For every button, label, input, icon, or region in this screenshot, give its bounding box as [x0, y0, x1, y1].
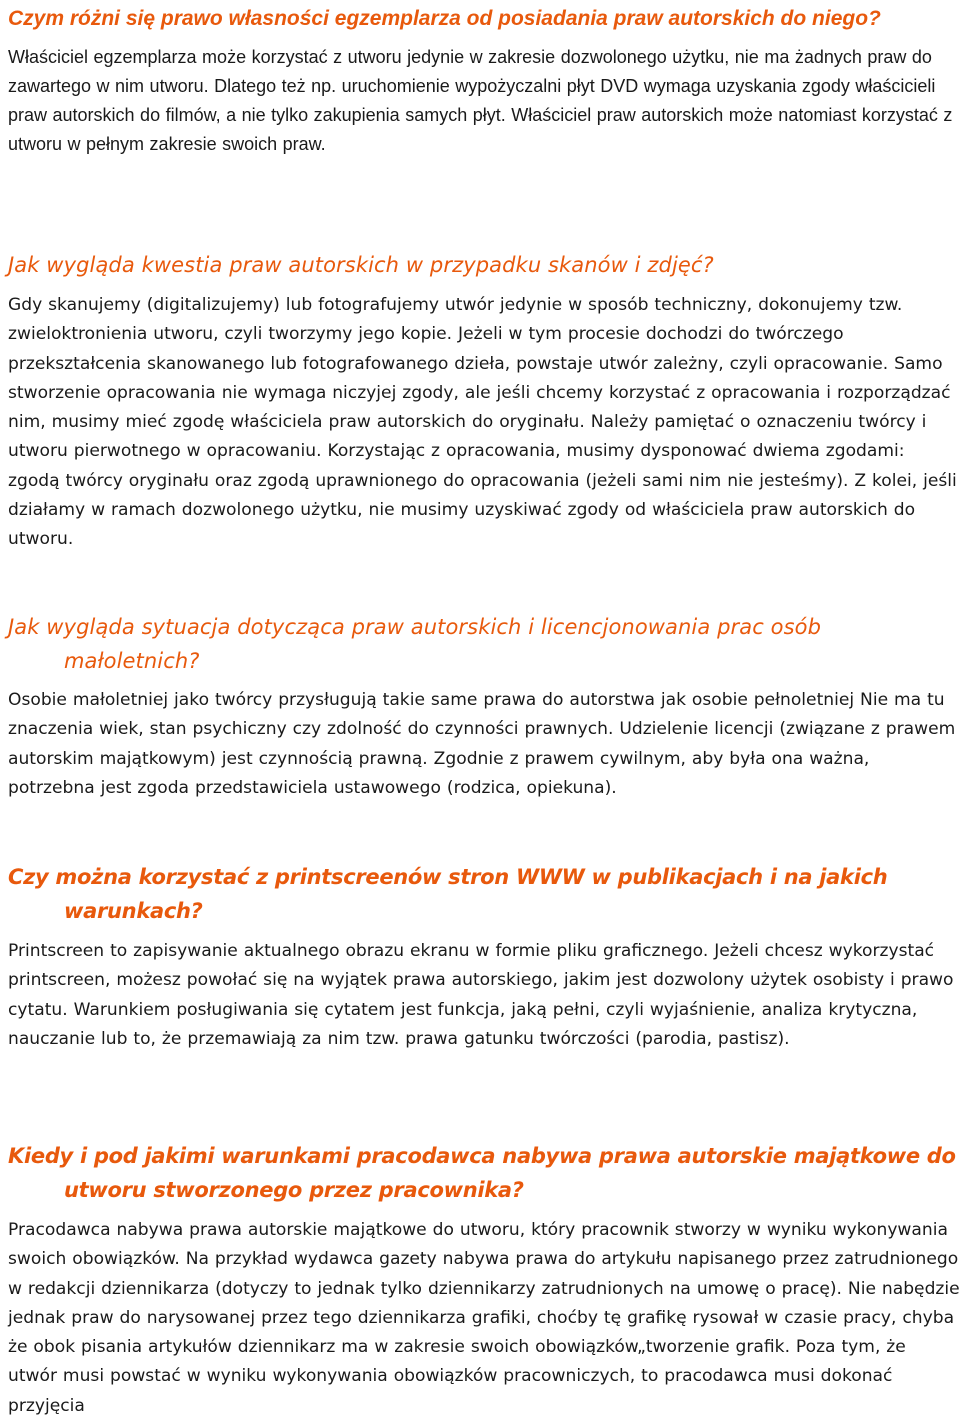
section-heading: Jak wygląda sytuacja dotycząca praw autorskich i licencjonowania prac osób małoletnich?: [8, 615, 822, 673]
section-heading: Kiedy i pod jakimi warunkami pracodawca nabywa prawa autorskie majątkowe do utworu stworzonego przez pracownika?: [8, 1144, 956, 1202]
section-heading: Jak wygląda kwestia praw autorskich w przypadku skanów i zdjęć?: [8, 253, 714, 277]
section-heading: Czym różni się prawo własności egzemplarza od posiadania praw autorskich do niego?: [8, 7, 881, 30]
faq-section-scans: [8, 248, 960, 555]
faq-section-ownership: [8, 2, 960, 159]
section-heading: Czy można korzystać z printscreenów stron WWW w publikacjach i na jakich warunkach?: [8, 865, 888, 923]
section-paragraph: Pracodawca nabywa prawa autorskie majątkowe do utworu, który pracownik stworzy w wyniku wykonywania swoich obowiązków. Na przykład wydawca gazety nabywa prawa do artykułu napisanego przez zatrudnionego w redakcji dziennikarza (dotyczy to jednak tylko dziennikarzy zatrudnionych na umowę o pracę). Nie nabędzie jednak praw do narysowanej przez tego dziennikarza grafiki, choćby tę grafikę rysował w czasie pracy, chyba że obok pisania artykułów dziennikarz ma w zakresie swoich obowiązków„tworzenie grafik. Poza tym, że utwór musi powstać w wyniku wykonywania obowiązków pracowniczych, to pracodawca musi dokonać przyjęcia: [8, 1220, 960, 1416]
section-paragraph: Właściciel egzemplarza może korzystać z utworu jedynie w zakresie dozwolonego użytku, nie ma żadnych praw do zawartego w nim utworu. Dlatego też np. uruchomienie wypożyczalni płyt DVD wymaga uzyskania zgody właścicieli praw autorskich do filmów, a nie tylko zakupienia samych płyt. Właściciel praw autorskich może natomiast korzystać z utworu w pełnym zakresie swoich praw.: [8, 47, 953, 154]
faq-section-employer: [8, 1139, 960, 1421]
section-paragraph: Osobie małoletniej jako twórcy przysługują takie same prawa do autorstwa jak osobie pełnoletniej Nie ma tu znaczenia wiek, stan psychiczny czy zdolność do czynności prawnych. Udzielenie licencji (związane z prawem autorskim majątkowym) jest czynnością prawną. Zgodnie z prawem cywilnym, aby była ona ważna, potrzebna jest zgoda przedstawiciela ustawowego (rodzica, opiekuna).: [8, 690, 956, 798]
faq-section-minors: [8, 610, 960, 803]
section-paragraph: Gdy skanujemy (digitalizujemy) lub fotografujemy utwór jedynie w sposób techniczny, dokonujemy tzw. zwieloktronienia utworu, czyli tworzymy jego kopie. Jeżeli w tym procesie dochodzi do twórczego przekształcenia skanowanego lub fotografowanego dzieła, powstaje utwór zależny, czyli opracowanie. Samo stworzenie opracowania nie wymaga niczyjej zgody, ale jeśli chcemy korzystać z opracowania i rozporządzać nim, musimy mieć zgodę właściciela praw autorskich do oryginału. Należy pamiętać o oznaczeniu twórcy i utworu pierwotnego w opracowaniu. Korzystając z opracowania, musimy dysponować dwiema zgodami: zgodą twórcy oryginału oraz zgodą uprawnionego do opracowania (jeżeli sami nim nie jesteśmy). Z kolei, jeśli działamy w ramach dozwolonego użytku, nie musimy uzyskiwać zgody od właściciela praw autorskich do utworu.: [8, 295, 957, 550]
section-paragraph: Printscreen to zapisywanie aktualnego obrazu ekranu w formie pliku graficznego. Jeżeli chcesz wykorzystać printscreen, możesz powołać się na wyjątek prawa autorskiego, jakim jest dozwolony użytek osobisty i prawo cytatu. Warunkiem posługiwania się cytatem jest funkcja, jaką pełni, czyli wyjaśnienie, analiza krytyczna, nauczanie lub to, że przemawiają za nim tzw. prawa gatunku twórczości (parodia, pastisz).: [8, 941, 954, 1049]
faq-section-printscreens: [8, 860, 960, 1054]
